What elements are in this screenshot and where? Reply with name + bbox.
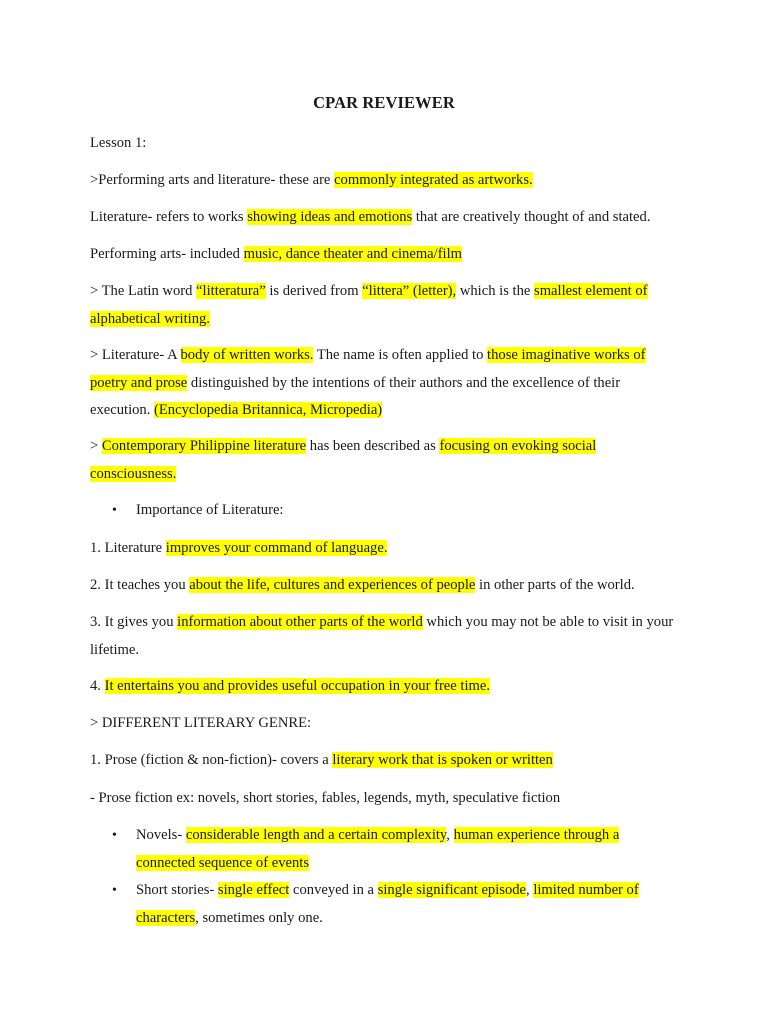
text: which is the [456,283,535,299]
highlight: those imaginative works of poetry and prose [90,347,646,391]
highlight: (Encyclopedia Britannica, Micropedia) [154,402,383,418]
section-heading-literary-genre: > DIFFERENT LITERARY GENRE: [90,715,312,731]
text: 1. Literature [90,540,166,556]
highlight: considerable length and a certain complexity [185,827,447,843]
paragraph-contemporary-philippine [90,433,680,488]
text: > Literature- A [90,347,181,363]
bullet-icon: • [112,883,117,898]
paragraph-performing-arts-literature [90,167,680,195]
paragraph-performing-arts-definition [90,241,680,269]
bullet-importance-of-literature: Importance of Literature: [136,502,284,518]
highlight: limited number of characters [136,882,639,926]
text: , sometimes only one. [195,909,323,926]
text: that are creatively thought of and stated. [412,209,651,225]
lesson-heading: Lesson 1: [90,135,147,151]
text: Performing arts- included [90,246,244,262]
list-item-4 [90,673,680,701]
text: 1. Prose (fiction & non-fiction)- covers a [90,752,333,768]
text: >Performing arts and literature- these are [90,172,335,188]
highlight: commonly integrated as artworks. [334,172,533,188]
highlight: literary work that is spoken or written [332,752,553,768]
text: > The Latin word [90,283,197,299]
highlight: music, dance theater and cinema/film [243,246,463,262]
text: is derived from [265,283,363,299]
highlight: focusing on evoking social consciousness. [90,438,597,482]
paragraph-literature-body [90,342,680,425]
paragraph-latin-word [90,278,680,333]
text: , [446,827,454,843]
highlight: smallest element of alphabetical writing. [90,283,648,327]
text: 3. It gives you [90,614,178,630]
list-item-3 [90,609,680,664]
text: in other parts of the world. [475,577,635,593]
list-item-2 [90,572,680,600]
text: > [90,438,102,454]
highlight: “litteratura” [196,283,266,299]
highlight: body of written works. [180,347,314,363]
text: Novels- [136,827,186,843]
text: Short stories- [136,882,218,898]
highlight: “littera” (letter), [362,283,457,299]
paragraph-prose-fiction: - Prose fiction ex: novels, short stories, fables, legends, myth, speculative fiction [90,790,561,806]
bullet-short-stories [136,877,676,932]
text: conveyed in a [289,882,378,898]
highlight: showing ideas and emotions [247,209,413,225]
highlight: Contemporary Philippine literature [101,438,307,454]
text: 4. [90,678,105,694]
document-title: CPAR REVIEWER [313,93,455,112]
text: The name is often applied to [313,347,488,363]
highlight: human experience through a connected sequence of events [136,827,620,871]
text: distinguished by the intentions of their authors and the excellence of their execution. [90,374,621,418]
paragraph-literature-definition [90,204,680,232]
text: 2. It teaches you [90,577,190,593]
text: Literature- refers to works [90,209,248,225]
bullet-icon: • [112,828,117,843]
text: which you may not be able to visit in your lifetime. [90,614,674,658]
bullet-novels [136,822,676,877]
highlight: information about other parts of the world [177,614,423,630]
list-item-1 [90,535,680,563]
highlight: It entertains you and provides useful occupation in your free time. [104,678,490,694]
bullet-icon: • [112,503,117,518]
list-item-prose [90,747,680,775]
highlight: single effect [217,882,290,898]
text: , [526,882,534,898]
highlight: single significant episode [377,882,527,898]
highlight: improves your command of language. [165,540,388,556]
highlight: about the life, cultures and experiences of people [189,577,476,593]
text: has been described as [306,438,440,454]
